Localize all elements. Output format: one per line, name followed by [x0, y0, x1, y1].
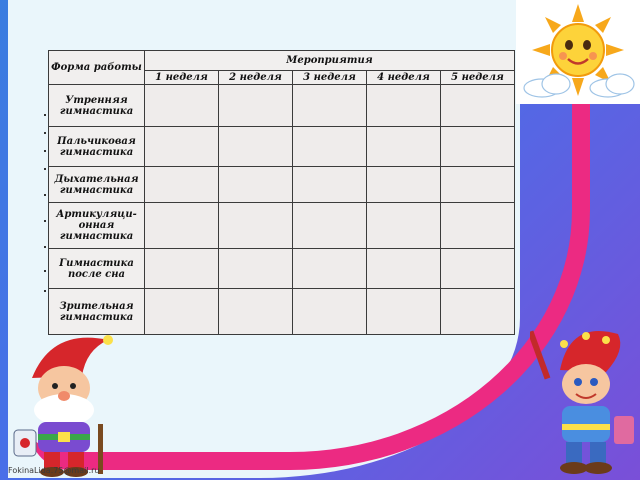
sun-with-clouds-icon: [516, 0, 640, 104]
table-cell[interactable]: [293, 127, 367, 167]
table-cell[interactable]: [219, 127, 293, 167]
table-cell[interactable]: [145, 127, 219, 167]
table-row: [49, 85, 515, 127]
table-cell[interactable]: [441, 127, 515, 167]
table-row: [49, 249, 515, 289]
table-row: [49, 167, 515, 203]
table-cell[interactable]: [219, 249, 293, 289]
table-cell[interactable]: [293, 203, 367, 249]
table-cell[interactable]: [145, 289, 219, 335]
week-header: 1 неделя: [145, 71, 219, 85]
table-cell[interactable]: [219, 203, 293, 249]
week-header: 4 неделя: [367, 71, 441, 85]
table-cell[interactable]: [145, 249, 219, 289]
row-label: Зрительная гимнастика: [49, 289, 145, 335]
row-label: Дыхательная гимнастика: [49, 167, 145, 203]
header-events-cell: Мероприятия: [145, 51, 515, 71]
table-cell[interactable]: [441, 289, 515, 335]
table-cell[interactable]: [441, 85, 515, 127]
table-cell[interactable]: [293, 289, 367, 335]
plan-table: [48, 50, 515, 335]
watermark-email: FokinaLida.75@mail.ru: [8, 466, 100, 475]
row-label: Утренняя гимнастика: [49, 85, 145, 127]
sun-panel: [516, 0, 640, 104]
row-label: Пальчиковая гимнастика: [49, 127, 145, 167]
week-header: 2 неделя: [219, 71, 293, 85]
gnome-with-paint-icon: [12, 330, 124, 478]
table-cell[interactable]: [145, 167, 219, 203]
table-row: [49, 203, 515, 249]
table-cell[interactable]: [219, 85, 293, 127]
table-cell[interactable]: [367, 203, 441, 249]
table-cell[interactable]: [367, 167, 441, 203]
table-cell[interactable]: [145, 203, 219, 249]
table-cell[interactable]: [145, 85, 219, 127]
header-form-cell: Форма работы: [49, 51, 145, 85]
bullet-dots: [44, 110, 47, 310]
table-cell[interactable]: [293, 249, 367, 289]
row-label: Гимнастика после сна: [49, 249, 145, 289]
table-cell[interactable]: [293, 167, 367, 203]
table-cell[interactable]: [441, 203, 515, 249]
table-row: [49, 127, 515, 167]
table-cell[interactable]: [441, 249, 515, 289]
table-cell[interactable]: [367, 289, 441, 335]
table-cell[interactable]: [293, 85, 367, 127]
table-cell[interactable]: [367, 249, 441, 289]
table-cell[interactable]: [367, 85, 441, 127]
table-row: [49, 289, 515, 335]
week-header: 5 неделя: [441, 71, 515, 85]
table-cell[interactable]: [219, 289, 293, 335]
gnome-with-pencil-icon: [530, 320, 638, 478]
table-cell[interactable]: [367, 127, 441, 167]
row-label: Артикуляци-онная гимнастика: [49, 203, 145, 249]
table-cell[interactable]: [219, 167, 293, 203]
table-cell[interactable]: [441, 167, 515, 203]
week-header: 3 неделя: [293, 71, 367, 85]
